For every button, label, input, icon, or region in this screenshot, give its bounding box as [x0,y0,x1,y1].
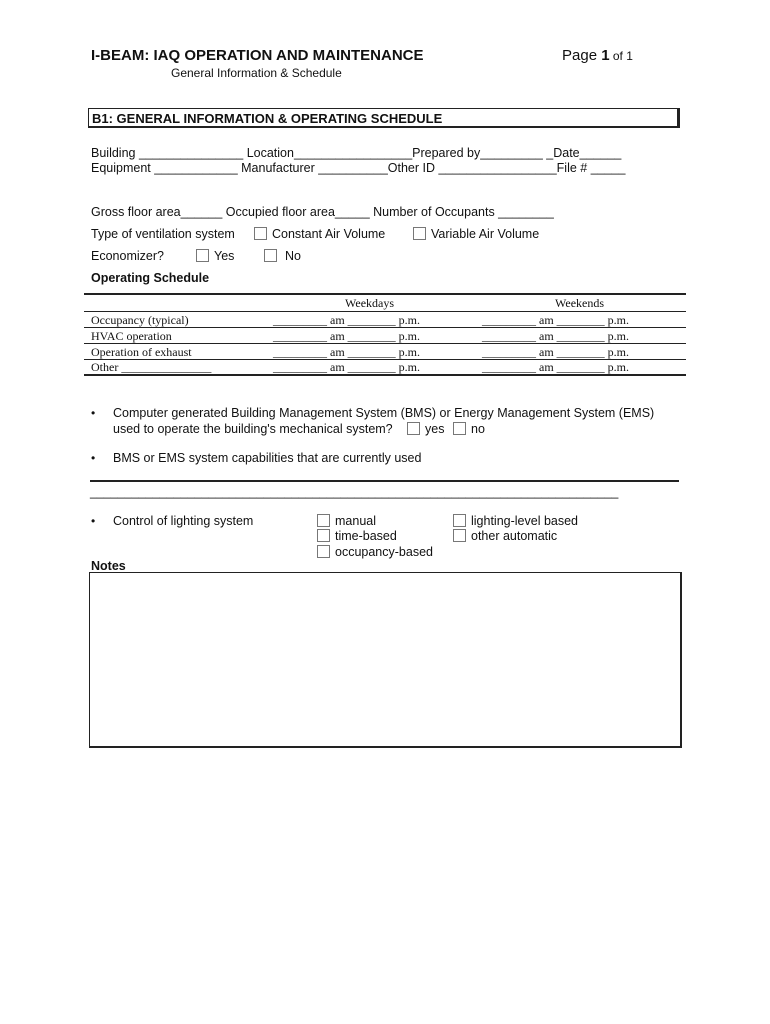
economizer-no-label: No [285,249,301,263]
lighting-manual-checkbox[interactable] [317,514,330,527]
section-title: B1: GENERAL INFORMATION & OPERATING SCHEDULE [92,111,443,126]
schedule-row-weekends[interactable]: _________ am ________ p.m. [482,345,629,359]
economizer-label: Economizer? [91,249,164,263]
form-subtitle: General Information & Schedule [171,66,342,80]
bms-question-line-2: used to operate the building's mechanical system? [113,422,393,436]
constant-air-volume-label: Constant Air Volume [272,227,386,241]
bullet-icon: • [91,406,96,420]
page-prefix: Page [562,47,602,64]
bms-yes-checkbox[interactable] [407,422,420,435]
schedule-row-weekends[interactable]: _________ am ________ p.m. [482,329,629,343]
bms-no-checkbox[interactable] [453,422,466,435]
schedule-row-label: Occupancy (typical) [91,313,189,327]
bms-capabilities-rule [90,480,679,482]
schedule-row-weekdays[interactable]: _________ am ________ p.m. [273,360,420,374]
schedule-row-weekends[interactable]: _________ am ________ p.m. [482,313,629,327]
operating-schedule-heading: Operating Schedule [91,271,210,285]
schedule-row-label: HVAC operation [91,329,172,343]
schedule-row-weekdays[interactable]: _________ am ________ p.m. [273,345,420,359]
lighting-other-automatic-label: other automatic [471,529,558,543]
economizer-yes-label: Yes [214,249,235,263]
economizer-yes-checkbox[interactable] [196,249,209,262]
lighting-occupancy-based-checkbox[interactable] [317,545,330,558]
lighting-other-automatic-checkbox[interactable] [453,529,466,542]
bms-no-label: no [471,422,485,436]
lighting-occupancy-based-label: occupancy-based [335,545,433,559]
lighting-level-based-label: lighting-level based [471,514,579,528]
schedule-row-label: Other _______________ [91,360,212,374]
constant-air-volume-checkbox[interactable] [254,227,267,240]
schedule-row-weekends[interactable]: _________ am ________ p.m. [482,360,629,374]
variable-air-volume-checkbox[interactable] [413,227,426,240]
schedule-bottom-rule [84,374,686,376]
schedule-row-rule [84,343,686,344]
general-info-line-1[interactable]: Building _______________ Location_________________Prepared by_________ _Date______ [91,146,622,160]
schedule-top-rule [84,293,686,295]
bms-question-line-1: Computer generated Building Management System (BMS) or Energy Management System (EMS) [113,406,655,420]
lighting-time-based-label: time-based [335,529,397,543]
lighting-level-based-checkbox[interactable] [453,514,466,527]
weekends-column-header: Weekends [555,296,605,310]
page-indicator [562,47,633,64]
lighting-time-based-checkbox[interactable] [317,529,330,542]
area-occupants-line[interactable]: Gross floor area______ Occupied floor area_____ Number of Occupants ________ [91,205,554,219]
notes-textarea[interactable] [89,572,682,748]
lighting-manual-label: manual [335,514,376,528]
bullet-icon: • [91,514,96,528]
variable-air-volume-label: Variable Air Volume [431,227,540,241]
page-number: 1 [601,47,610,64]
schedule-row-weekdays[interactable]: _________ am ________ p.m. [273,313,420,327]
schedule-row-rule [84,327,686,328]
bms-capabilities-label: BMS or EMS system capabilities that are currently used [113,451,422,465]
ventilation-label: Type of ventilation system [91,227,235,241]
bullet-icon: • [91,451,96,465]
schedule-row-label: Operation of exhaust [91,345,192,359]
weekdays-column-header: Weekdays [345,296,395,310]
page-suffix: of 1 [609,49,633,63]
section-header [88,108,680,128]
notes-label: Notes [91,559,126,573]
general-info-line-2[interactable]: Equipment ____________ Manufacturer __________Other ID _________________File # _____ [91,161,626,175]
schedule-header-rule [84,311,686,312]
bms-capabilities-blank[interactable]: ____________________________________________________________________________ [90,485,619,499]
economizer-no-checkbox[interactable] [264,249,277,262]
lighting-control-label: Control of lighting system [113,514,254,528]
form-title: I-BEAM: IAQ OPERATION AND MAINTENANCE [91,47,424,64]
schedule-row-weekdays[interactable]: _________ am ________ p.m. [273,329,420,343]
bms-yes-label: yes [425,422,445,436]
